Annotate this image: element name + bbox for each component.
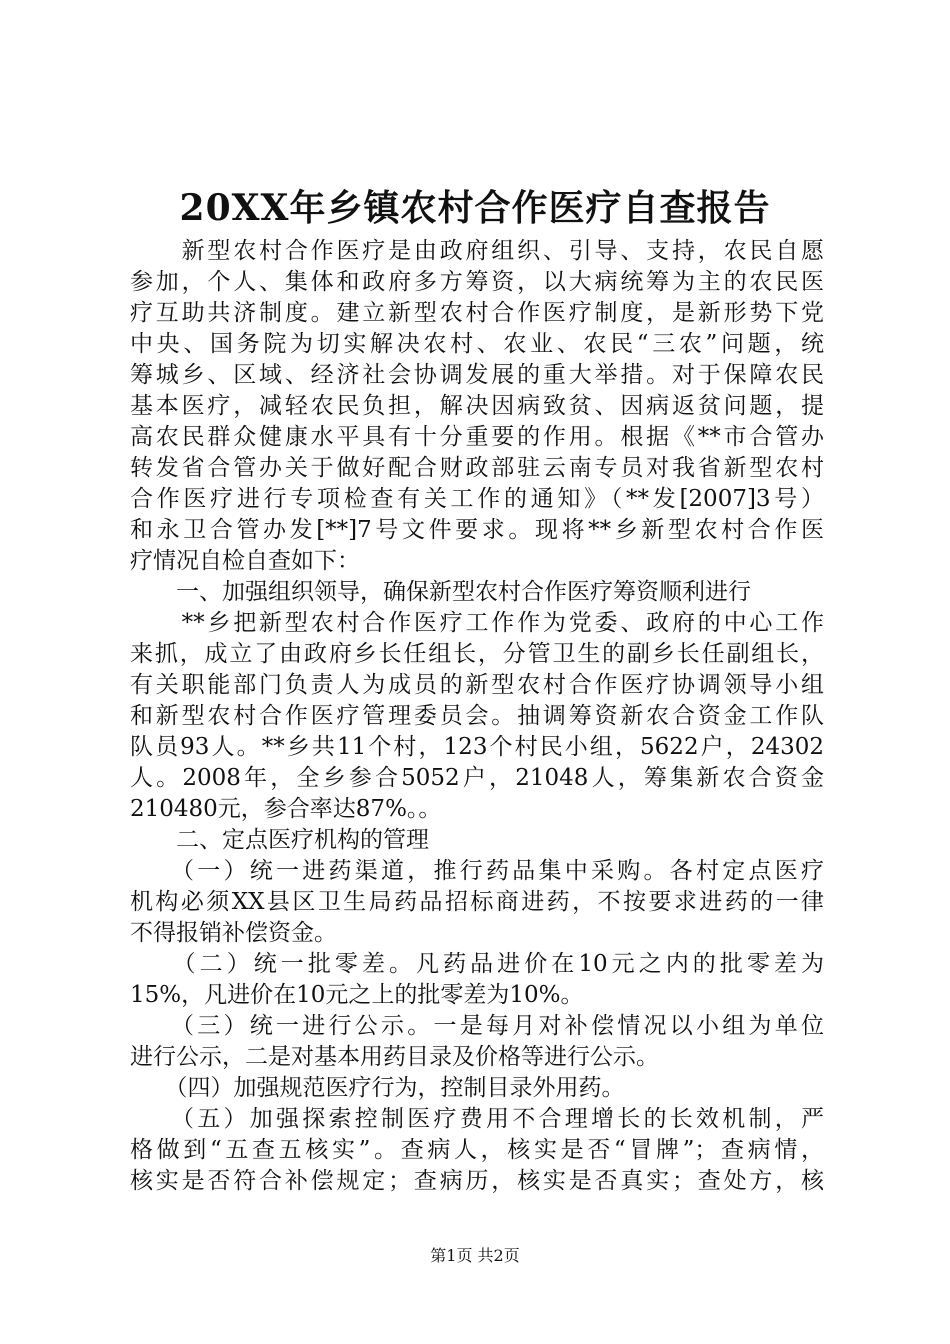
body-line: 合作医疗进行专项检查有关工作的通知》（**发[2007]3号）: [130, 486, 824, 512]
body-line: （四）加强规范医疗行为，控制目录外用药。: [130, 1075, 625, 1101]
body-line: 15%，凡进价在10元之上的批零差为10%。: [130, 982, 584, 1008]
body-line: 不得报销补偿资金。: [130, 920, 337, 946]
body-line: **乡把新型农村合作医疗工作作为党委、政府的中心工作: [130, 610, 824, 636]
body-line: 格做到“五查五核实”。查病人，核实是否“冒牌”；查病情，: [130, 1137, 824, 1163]
body-line: 210480元，参合率达87%。。: [130, 796, 442, 822]
body-line: 参加，个人、集体和政府多方筹资，以大病统筹为主的农民医: [130, 269, 824, 295]
document-body: [130, 236, 824, 1197]
body-line: 一、加强组织领导，确保新型农村合作医疗筹资顺利进行: [130, 579, 751, 605]
body-line: （二）统一批零差。凡药品进价在10元之内的批零差为: [130, 951, 824, 977]
body-line: 有关职能部门负责人为成员的新型农村合作医疗协调领导小组: [130, 672, 824, 698]
page-footer: 第1页 共2页: [430, 1246, 520, 1265]
body-line: 和新型农村合作医疗管理委员会。抽调筹资新农合资金工作队: [130, 703, 824, 729]
body-line: （三）统一进行公示。一是每月对补偿情况以小组为单位: [130, 1013, 824, 1039]
body-line: 转发省合管办关于做好配合财政部驻云南专员对我省新型农村: [130, 455, 824, 481]
body-line: 疗情况自检自查如下：: [130, 548, 360, 574]
body-line: 队员93人。**乡共11个村，123个村民小组，5622户，24302: [130, 734, 824, 760]
body-line: 高农民群众健康水平具有十分重要的作用。根据《**市合管办: [130, 424, 824, 450]
body-line: 和永卫合管办发[**]7号文件要求。现将**乡新型农村合作医: [130, 517, 824, 543]
body-line: 机构必须XX县区卫生局药品招标商进药，不按要求进药的一律: [130, 889, 824, 915]
body-line: 来抓，成立了由政府乡长任组长，分管卫生的副乡长任副组长，: [130, 641, 824, 667]
body-line: 进行公示，二是对基本用药目录及价格等进行公示。: [130, 1044, 659, 1070]
body-line: （五）加强探索控制医疗费用不合理增长的长效机制，严: [130, 1106, 824, 1132]
body-line: 二、定点医疗机构的管理: [130, 827, 429, 853]
body-line: （一）统一进药渠道，推行药品集中采购。各村定点医疗: [130, 858, 824, 884]
body-line: 基本医疗，减轻农民负担，解决因病致贫、因病返贫问题，提: [130, 393, 824, 419]
body-line: 中央、国务院为切实解决农村、农业、农民“三农”问题，统: [130, 331, 824, 357]
body-line: 人。2008年，全乡参合5052户，21048人，筹集新农合资金: [130, 765, 824, 791]
body-line: 疗互助共济制度。建立新型农村合作医疗制度，是新形势下党: [130, 300, 824, 326]
body-line: 核实是否符合补偿规定；查病历，核实是否真实；查处方，核: [130, 1168, 824, 1194]
body-line: 新型农村合作医疗是由政府组织、引导、支持，农民自愿: [130, 238, 824, 264]
body-line: 筹城乡、区域、经济社会协调发展的重大举措。对于保障农民: [130, 362, 824, 388]
document-title: 20XX年乡镇农村合作医疗自查报告: [179, 187, 771, 229]
